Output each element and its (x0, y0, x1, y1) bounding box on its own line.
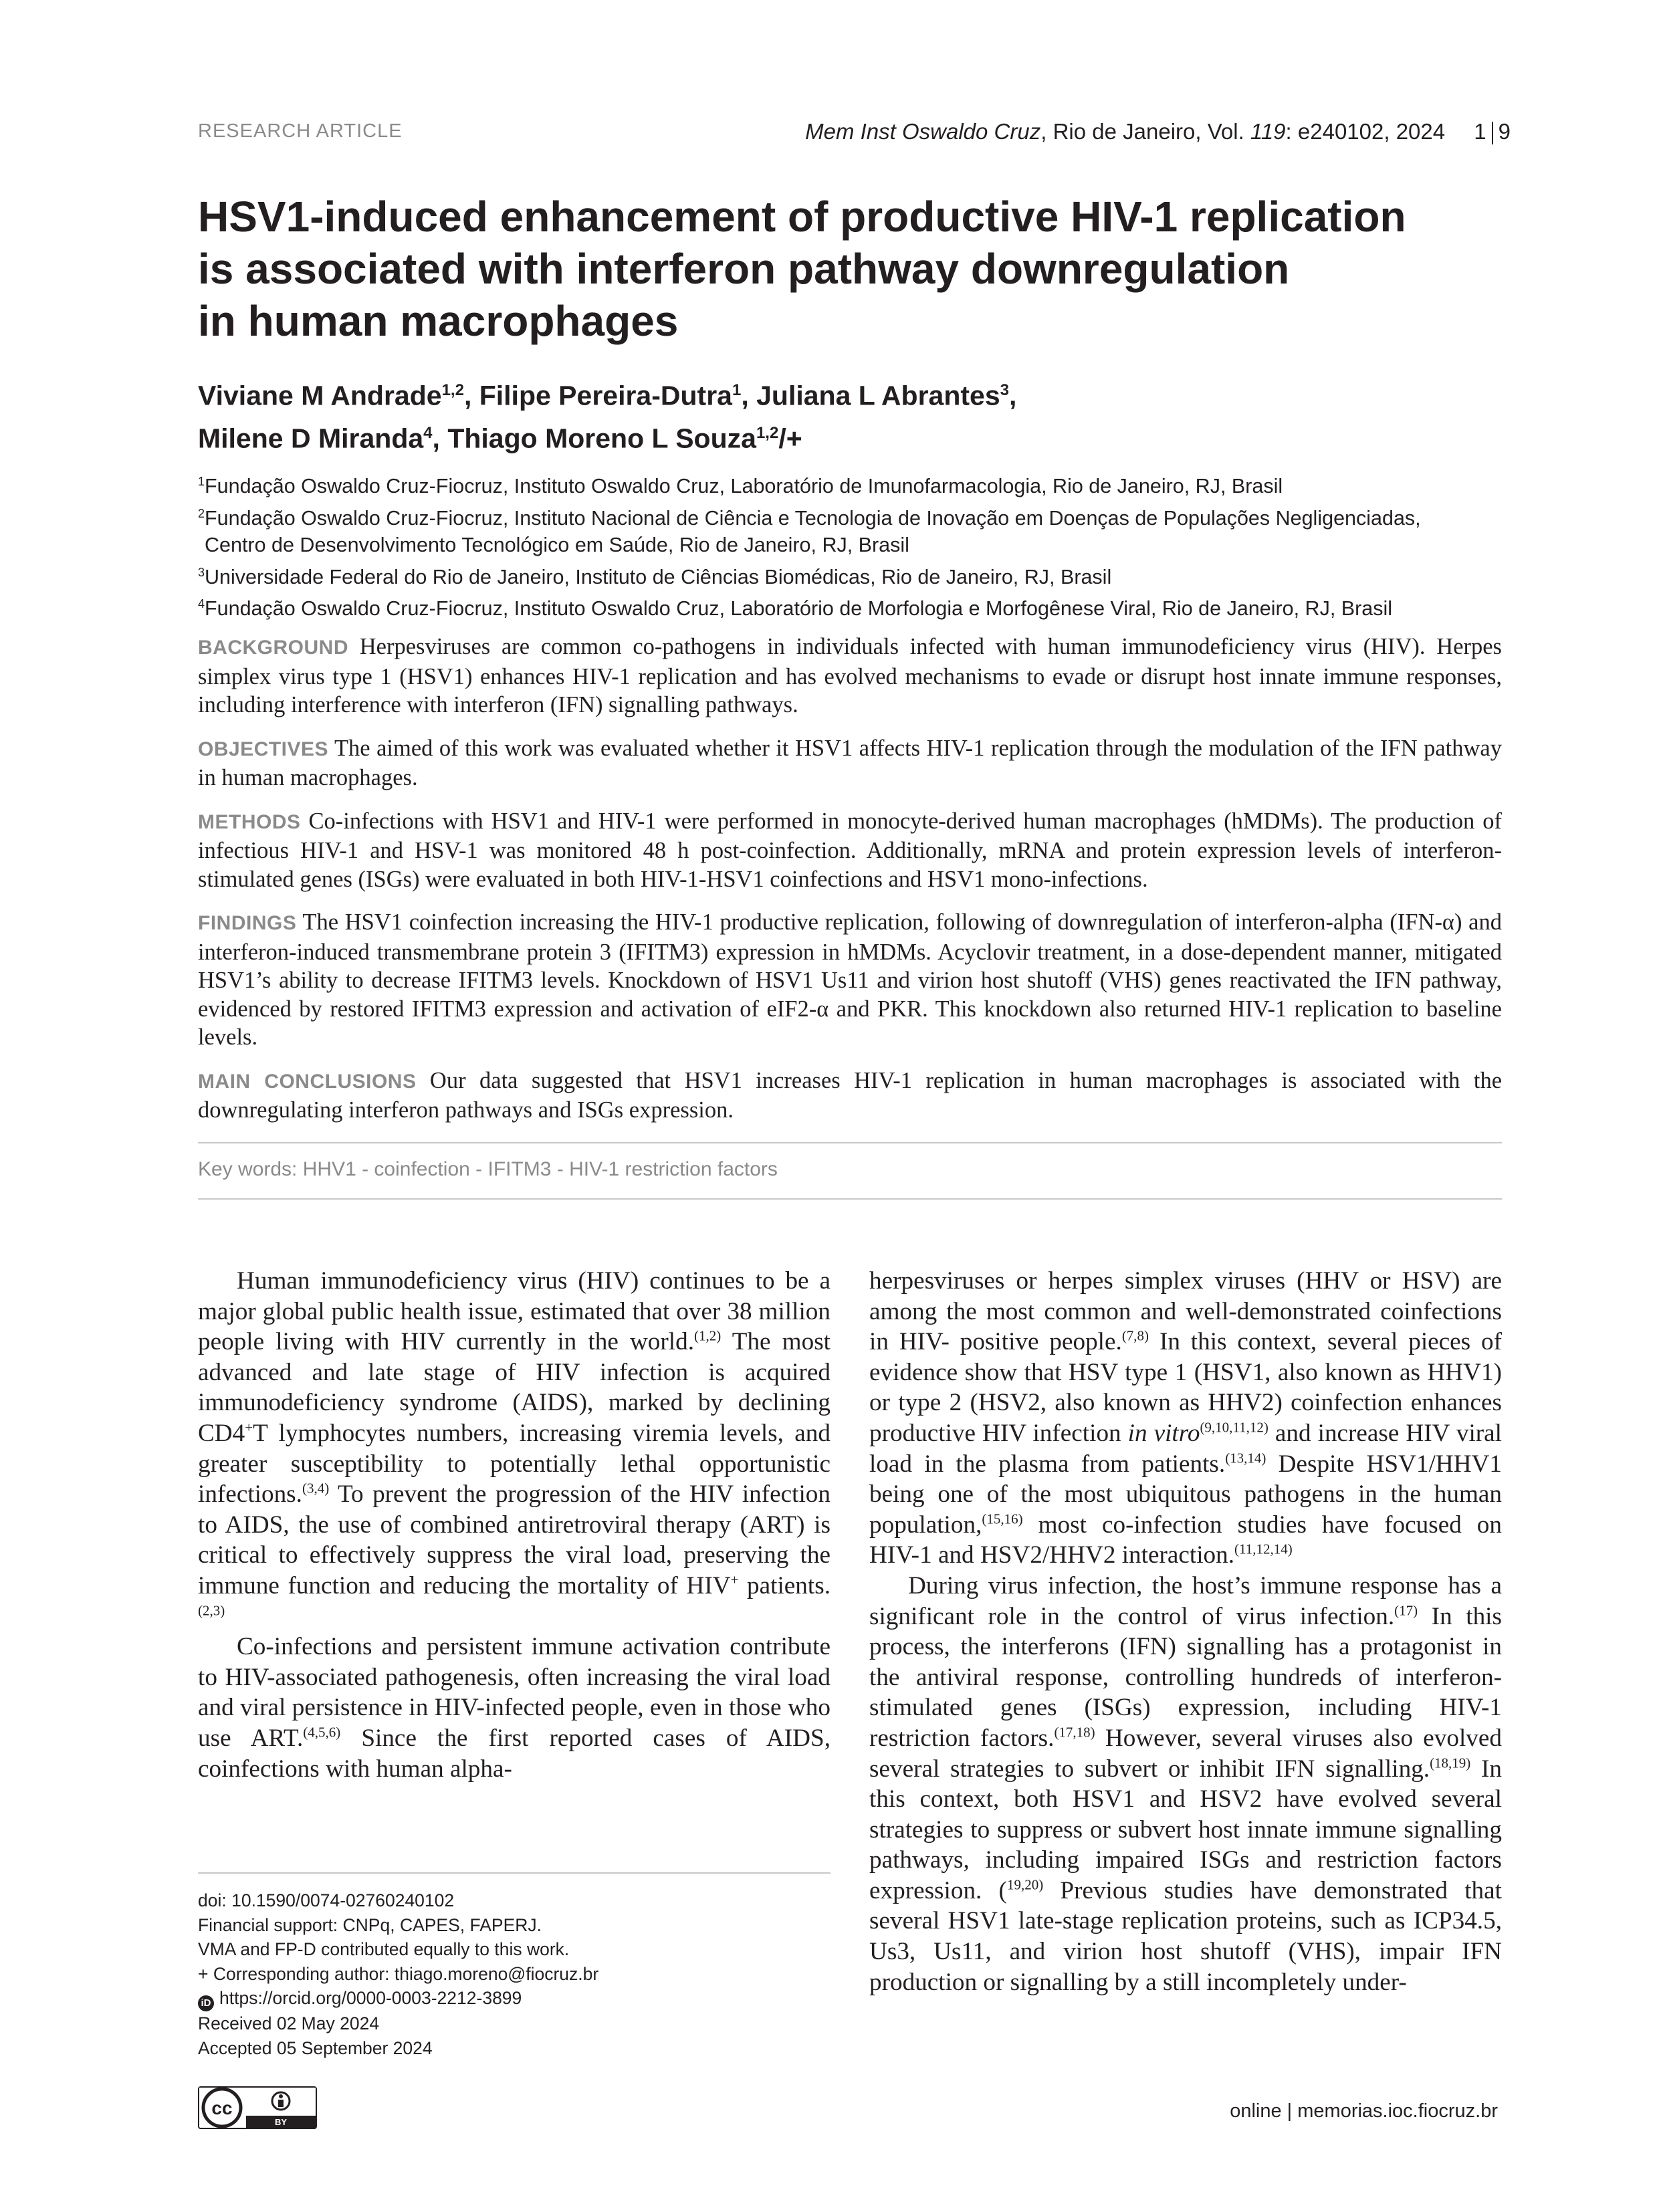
journal-website[interactable]: online | memorias.ioc.fiocruz.br (1230, 2100, 1498, 2122)
author-name: Viviane M Andrade (198, 380, 442, 411)
article-title (198, 191, 1468, 347)
orcid-line (198, 1986, 831, 2011)
affiliation-number: 1 (198, 475, 205, 488)
body-text: In this context, both HSV1 and HSV2 have evolved several strategies to suppress or subvert host innate immune signalling pathways, including impaired ISGs and restriction factors expression. ( (869, 1755, 1502, 1904)
abstract-section-label: BACKGROUND (198, 637, 348, 659)
affiliation (198, 468, 1515, 500)
affiliation (198, 590, 1515, 623)
affiliation-number: 3 (198, 565, 205, 579)
author-name: , Thiago Moreno L Souza (432, 423, 756, 454)
abstract-section-label: OBJECTIVES (198, 738, 329, 760)
body-text: Co-infections and persistent immune activation contribute to HIV-associated pathogenesis, often increasing the viral load and viral persistence in HIV-infected people, even in those who use ART. (198, 1633, 831, 1752)
body-text: Human immunodeficiency virus (HIV) continues to be a major global public health issue, estimated that over 38 million people living with HIV currently in the world. (198, 1267, 831, 1356)
keywords-bottom-rule (198, 1198, 1502, 1200)
journal-place: , Rio de Janeiro, Vol. (1040, 119, 1250, 144)
superscript-plus: + (730, 1571, 739, 1588)
author-name: , Juliana L Abrantes (741, 380, 1000, 411)
body-text: Previous studies have demonstrated that several HSV1 late-stage replication proteins, such as ICP34.5, Us3, Us11, and virion host shutoff (VHS), impair IFN production or signalling by a still incompletely under- (869, 1876, 1502, 1996)
body-text: and increase HIV viral load in the plasma from patients. (869, 1419, 1502, 1478)
body-paragraph (869, 1266, 1502, 1571)
body-text: In this process, the interferons (IFN) signalling has a protagonist in the antiviral response, controlling hundreds of interferon-stimulated genes (ISGs) expression, including HIV-1 restriction factors. (869, 1602, 1502, 1752)
citation-ref: (9,10,11,12) (1200, 1419, 1268, 1436)
affiliation-text: Fundação Oswaldo Cruz-Fiocruz, Instituto Nacional de Ciência e Tecnologia de Inovação em Doenças de Populações Negligenciadas, (205, 506, 1421, 530)
author-list (198, 372, 1468, 457)
journal-volume: 119 (1250, 119, 1286, 144)
author-affiliation-sup: 3 (1000, 381, 1010, 399)
author-affiliation-sup: 1 (732, 381, 742, 399)
citation-ref: (15,16) (982, 1511, 1023, 1527)
page-current: 1 (1474, 119, 1486, 144)
body-paragraph (198, 1266, 831, 1632)
citation-ref: (17) (1394, 1602, 1418, 1619)
abstract-findings (198, 908, 1502, 1052)
abstract-section-label: MAIN CONCLUSIONS (198, 1070, 417, 1093)
affiliation-text: Centro de Desenvolvimento Tecnológico em Saúde, Rio de Janeiro, RJ, Brasil (205, 534, 909, 557)
contribution-note: VMA and FP-D contributed equally to this work. (198, 1939, 570, 1959)
author-affiliation-sup: 1,2 (441, 381, 464, 399)
body-column-left (198, 1266, 831, 1784)
corresponding-author[interactable]: + Corresponding author: thiago.moreno@fiocruz.br (198, 1963, 599, 1984)
financial-support: Financial support: CNPq, CAPES, FAPERJ. (198, 1914, 542, 1935)
italic-term: in vitro (1127, 1419, 1200, 1447)
body-text: most co-infection studies have focused on HIV-1 and HSV2/HHV2 interaction. (869, 1511, 1502, 1569)
body-text: herpesviruses or herpes simplex viruses (HHV or HSV) are among the most common and well-demonstrated coinfections in HIV- positive people. (869, 1267, 1502, 1356)
abstract-section-label: FINDINGS (198, 912, 297, 934)
journal-citation (805, 119, 1511, 144)
orcid-link[interactable]: https://orcid.org/0000-0003-2212-3899 (219, 1988, 522, 2008)
orcid-icon: iD (198, 1995, 214, 2011)
article-type-label: RESEARCH ARTICLE (198, 120, 403, 142)
keywords: Key words: HHV1 - coinfection - IFITM3 - HIV-1 restriction factors (198, 1158, 778, 1180)
footnotes (198, 1888, 831, 2060)
affiliation-text: Universidade Federal do Rio de Janeiro, Instituto de Ciências Biomédicas, Rio de Janeiro, RJ, Brasil (205, 565, 1112, 588)
abstract-section-text: The HSV1 coinfection increasing the HIV-1 productive replication, following of downregulation of interferon-alpha (IFN-α) and interferon-induced transmembrane protein 3 (IFITM3) expression in hMDMs. Acyclovir treatment, in a dose-dependent manner, mitigated HSV1’s ability to decrease IFITM3 levels. Knockdown of HSV1 Us11 and virion host shutoff (VHS) genes reactivated the IFN pathway, evidenced by restored IFITM3 expression and activation of eIF2-α and PKR. This knockdown also returned HIV-1 replication to baseline levels. (198, 909, 1502, 1050)
title-line: is associated with interferon pathway downregulation (198, 245, 1290, 293)
journal-name: Mem Inst Oswaldo Cruz (805, 119, 1041, 144)
body-text: In this context, several pieces of evidence show that HSV type 1 (HSV1, also known as HHV1) or type 2 (HSV2, also known as HHV2) coinfection enhances productive HIV infection (869, 1328, 1502, 1447)
body-paragraph (198, 1632, 831, 1784)
journal-article-id: : e240102, 2024 (1285, 119, 1446, 144)
affiliation-number: 2 (198, 506, 205, 520)
abstract-background (198, 633, 1502, 720)
title-line: in human macrophages (198, 297, 679, 345)
body-text: The most advanced and late stage of HIV infection is acquired immunodeficiency syndrome (AIDS), marked by declining CD4 (198, 1328, 831, 1447)
corresponding-author-mark: /+ (778, 423, 802, 454)
affiliation (198, 559, 1515, 591)
abstract-conclusions (198, 1067, 1502, 1125)
affiliation (198, 500, 1515, 532)
abstract-section-text: The aimed of this work was evaluated whether it HSV1 affects HIV-1 replication through the modulation of the IFN pathway in human macrophages. (198, 735, 1502, 790)
abstract-section-label: METHODS (198, 810, 301, 833)
received-date: Received 02 May 2024 (198, 2013, 380, 2033)
citation-ref: (11,12,14) (1234, 1541, 1293, 1557)
abstract-objectives (198, 734, 1502, 792)
citation-ref: (2,3) (198, 1602, 225, 1619)
affiliation-continuation (198, 532, 1515, 559)
accepted-date: Accepted 05 September 2024 (198, 2037, 433, 2058)
doi[interactable]: doi: 10.1590/0074-02760240102 (198, 1890, 455, 1910)
author-affiliation-sup: 4 (423, 423, 433, 442)
page-separator (1492, 122, 1493, 144)
body-text: T lymphocytes numbers, increasing viremia levels, and greater susceptibility to potentially lethal opportunistic infections. (198, 1419, 831, 1509)
abstract-section-text: Co-infections with HSV1 and HIV-1 were performed in monocyte-derived human macrophages (hMDMs). The production of infectious HIV-1 and HSV-1 was monitored 48 h post-coinfection. Additionally, mRNA and protein expression levels of interferon-stimulated genes (ISGs) were evaluated in both HIV-1-HSV1 coinfections and HSV1 mono-infections. (198, 808, 1502, 892)
abstract-section-text: Our data suggested that HSV1 increases HIV-1 replication in human macrophages is associated with the downregulating interferon pathways and ISGs expression. (198, 1067, 1503, 1123)
citation-ref: (7,8) (1121, 1327, 1149, 1344)
abstract (198, 633, 1502, 1139)
page-total: 9 (1498, 119, 1511, 144)
citation-ref: 19,20) (1006, 1876, 1044, 1893)
citation-ref: (18,19) (1430, 1755, 1471, 1771)
body-text: Despite HSV1/HHV1 being one of the most ubiquitous pathogens in the human population, (869, 1450, 1502, 1539)
affiliation-text: Fundação Oswaldo Cruz-Fiocruz, Instituto Oswaldo Cruz, Laboratório de Morfologia e Morfogênese Viral, Rio de Janeiro, RJ, Brasil (205, 597, 1393, 621)
body-paragraph (869, 1571, 1502, 1997)
abstract-section-text: Herpesviruses are common co-pathogens in individuals infected with human immunodeficiency virus (HIV). Herpes simplex virus type 1 (HSV1) enhances HIV-1 replication and has evolved mechanisms to evade or disrupt host innate immune responses, including interference with interferon (IFN) signalling pathways. (198, 634, 1502, 717)
superscript-plus: + (245, 1419, 253, 1436)
cc-logo-text: cc (211, 2098, 233, 2118)
keywords-top-rule (198, 1142, 1502, 1143)
author-name: , Filipe Pereira-Dutra (463, 380, 732, 411)
affiliation-number: 4 (198, 597, 205, 611)
cc-logo-by-text: BY (274, 2117, 288, 2127)
cc-logo-person-body (278, 2100, 284, 2107)
author-name: Milene D Miranda (198, 423, 424, 454)
title-line: HSV1-induced enhancement of productive HIV-1 replication (198, 193, 1406, 241)
affiliation-text: Fundação Oswaldo Cruz-Fiocruz, Instituto Oswaldo Cruz, Laboratório de Imunofarmacologia, Rio de Janeiro, RJ, Brasil (205, 475, 1283, 498)
cc-logo-person-head (279, 2094, 283, 2098)
citation-ref: (1,2) (694, 1327, 722, 1344)
body-text: To prevent the progression of the HIV infection to AIDS, the use of combined antiretroviral therapy (ART) is critical to effectively suppress the viral load, preserving the immune function and reducing the mortality of HIV (198, 1480, 831, 1599)
affiliations (198, 468, 1515, 623)
citation-ref: (3,4) (302, 1480, 330, 1497)
cc-by-license-icon[interactable] (198, 2086, 317, 2129)
citation-ref: (4,5,6) (303, 1724, 341, 1741)
citation-ref: (17,18) (1054, 1724, 1095, 1741)
body-text: During virus infection, the host’s immune response has a significant role in the control of virus infection. (869, 1571, 1502, 1630)
body-text: Since the first reported cases of AIDS, coinfections with human alpha- (198, 1724, 831, 1783)
citation-ref: (13,14) (1225, 1450, 1266, 1466)
author-affiliation-sup: 1,2 (756, 423, 779, 442)
abstract-methods (198, 807, 1502, 894)
author-separator: , (1009, 380, 1017, 411)
body-text: patients. (738, 1571, 831, 1599)
footnote-rule (198, 1872, 831, 1874)
body-column-right (869, 1266, 1502, 1997)
body-text: However, several viruses also evolved several strategies to subvert or inhibit IFN signalling. (869, 1724, 1502, 1783)
